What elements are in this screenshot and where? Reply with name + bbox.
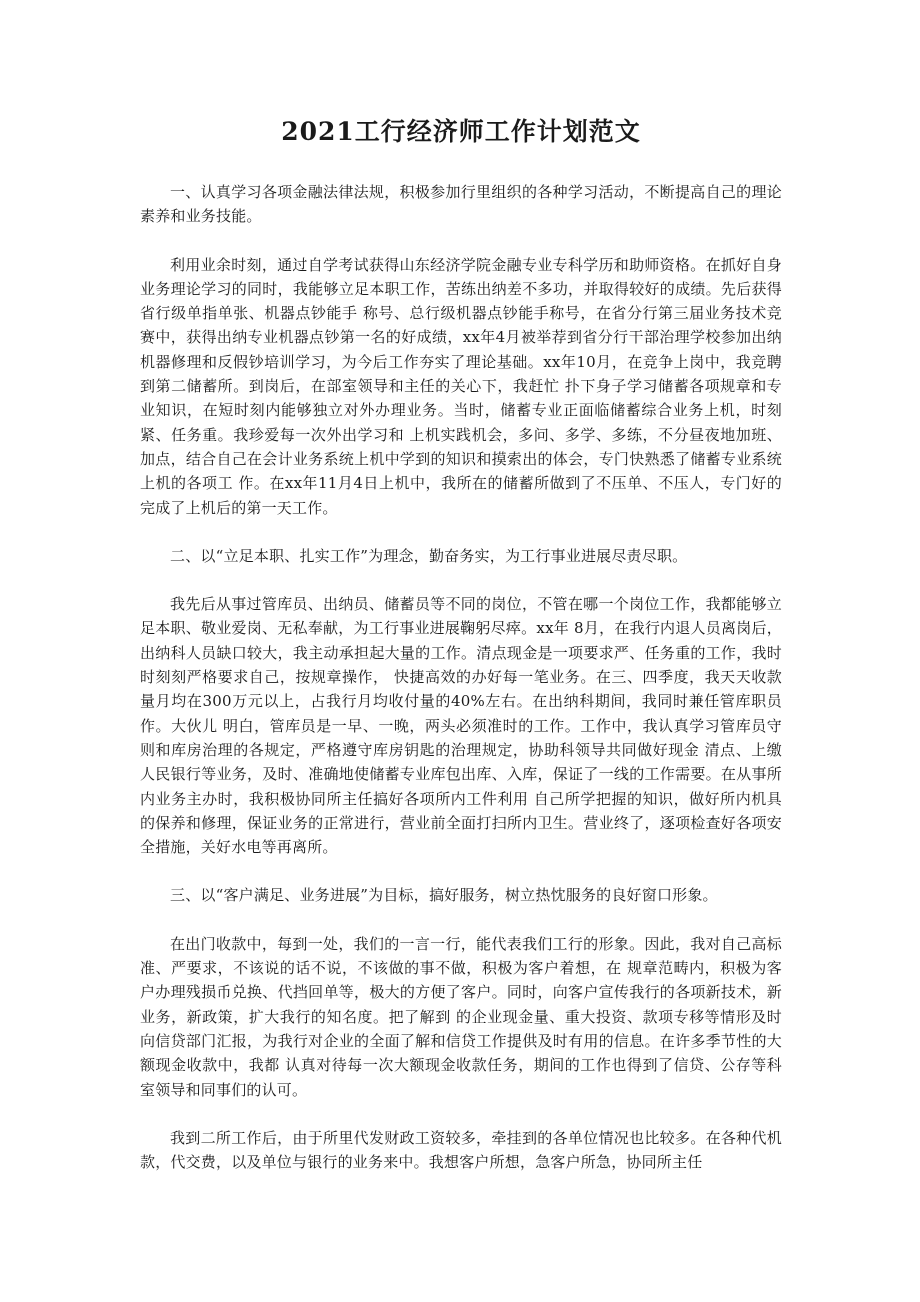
section-heading-2: 二、以“立足本职、扎实工作”为理念，勤奋务实，为工行事业进展尽责尽职。 (170, 546, 688, 565)
body-paragraph-2: 我先后从事过管库员、出纳员、储蓄员等不同的岗位，不管在哪一个岗位工作，我都能够立足本职、敬业爱岗、无私奉献，为工行事业进展鞠躬尽瘁。xx年 8月，在我行内退人员离岗后，出纳科人员缺口较大，我主动承担起大量的工作。清点现金是一项要求严、任务重的工作，我时时刻刻严格要求自己，按规章操作， 快捷高效的办好每一笔业务。在三、四季度，我天天收款量月均在300万元以上，占我行月均收付量的40%左右。在出纳科期间，我同时兼任管库职员作。大伙儿 明白，管库员是一早、一晚，两头必须准时的工作。工作中，我认真学习管库员守则和库房治理的各规定，严格遵守库房钥匙的治理规定，协助科领导共同做好现金 清点、上缴人民银行等业务，及时、准确地使储蓄专业库包出库、入库，保证了一线的工作需要。在从事所内业务主办时，我积极协同所主任搞好各项所内工件利用 自己所学把握的知识，做好所内机具的保养和修理，保证业务的正常进行，营业前全面打扫所内卫生。营业终了，逐项检查好各项安全措施，关好水电等再离所。 (140, 595, 782, 857)
body-paragraph-4: 我到二所工作后，由于所里代发财政工资较多，牵挂到的各单位情况也比较多。在各种代机款，代交费，以及单位与银行的业务来中。我想客户所想，急客户所急，协同所主任 (140, 1128, 782, 1172)
body-paragraph-3: 在出门收款中，每到一处，我们的一言一行，能代表我们工行的形象。因此，我对自己高标准、严要求，不该说的话不说，不该做的事不做，积极为客户着想，在 规章范畴内，积极为客户办理残损币兑换、代挡回单等，极大的方便了客户。同时，向客户宣传我行的各项新技术，新业务，新政策，扩大我行的知名度。把了解到 的企业现金量、重大投资、款项专移等情形及时向信贷部门汇报，为我行对企业的全面了解和信贷工作提供及时有用的信息。在许多季节性的大额现金收款中，我都 认真对待每一次大额现金收款任务，期间的工作也得到了信贷、公存等科室领导和同事们的认可。 (140, 934, 782, 1099)
section-heading-3: 三、以“客户满足、业务进展”为目标，搞好服务，树立热忱服务的良好窗口形象。 (170, 886, 718, 905)
body-paragraph-1: 利用业余时刻，通过自学考试获得山东经济学院金融专业专科学历和助师资格。在抓好自身业务理论学习的同时，我能够立足本职工作，苦练出纳差不多功，并取得较好的成绩。先后获得省行级单指单张、机器点钞能手 称号、总行级机器点钞能手称号，在省分行第三届业务技术竞赛中，获得出纳专业机器点钞第一名的好成绩，xx年4月被举荐到省分行干部治理学校参加出纳机器修理和反假钞培训学习，为今后工作夯实了理论基础。xx年10月，在竞争上岗中，我竞聘到第二储蓄所。到岗后，在部室领导和主任的关心下，我赶忙 扑下身子学习储蓄各项规章和专业知识，在短时刻内能够独立对外办理业务。当时，储蓄专业正面临储蓄综合业务上机，时刻紧、任务重。我珍爱每一次外出学习和 上机实践机会，多问、多学、多练，不分昼夜地加班、加点，结合自己在会计业务系统上机中学到的知识和摸索出的体会，专门快熟悉了储蓄专业系统上机的各项工 作。在xx年11月4日上机中，我所在的储蓄所做到了不压单、不压人，专门好的完成了上机后的第一天工作。 (140, 255, 782, 517)
document-page (140, 112, 782, 1198)
section-heading-1: 一、认真学习各项金融法律法规，积极参加行里组织的各种学习活动，不断提高自己的理论素养和业务技能。 (140, 183, 782, 226)
page-title: 2021工行经济师工作计划范文 (281, 117, 641, 146)
